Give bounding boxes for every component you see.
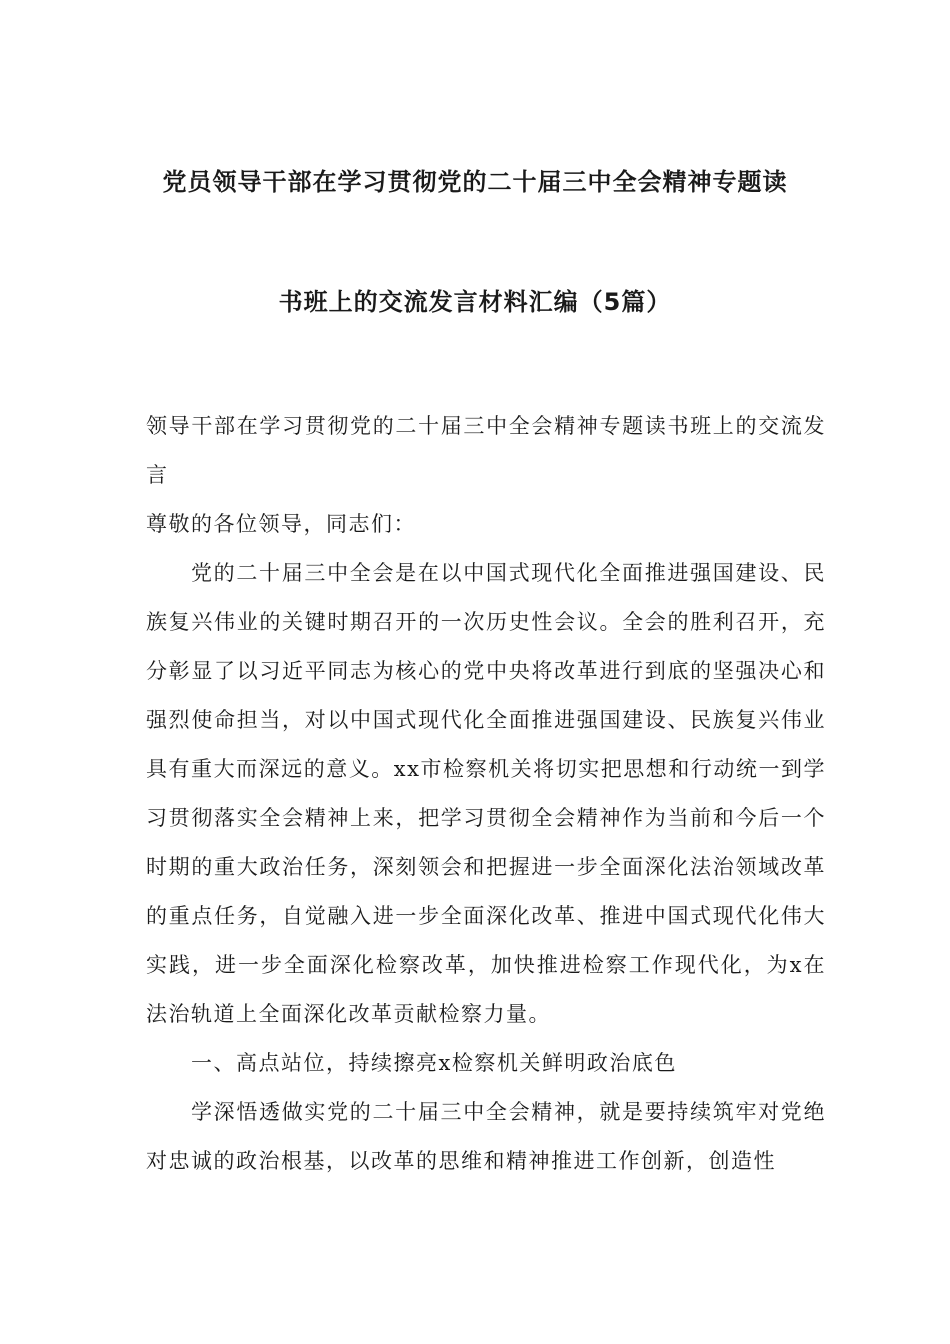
document-body: [146, 402, 826, 1186]
section-heading: 一、高点站位，持续擦亮x检察机关鲜明政治底色: [191, 1051, 677, 1075]
speech-subtitle: 领导干部在学习贯彻党的二十届三中全会精神专题读书班上的交流发言: [146, 414, 826, 487]
paragraph: 学深悟透做实党的二十届三中全会精神，就是要持续筑牢对党绝对忠诚的政治根基，以改革的思维和精神推进工作创新，创造性: [146, 1100, 826, 1173]
document-title-line-1: 党员领导干部在学习贯彻党的二十届三中全会精神专题读: [162, 168, 788, 196]
document-title-line-2: 书班上的交流发言材料汇编（5篇）: [278, 288, 672, 316]
salutation: 尊敬的各位领导，同志们：: [146, 512, 416, 536]
paragraph: 党的二十届三中全会是在以中国式现代化全面推进强国建设、民族复兴伟业的关键时期召开的一次历史性会议。全会的胜利召开，充分彰显了以习近平同志为核心的党中央将改革进行到底的坚强决心和强烈使命担当，对以中国式现代化全面推进强国建设、民族复兴伟业具有重大而深远的意义。xx市检察机关将切实把思想和行动统一到学习贯彻落实全会精神上来，把学习贯彻全会精神作为当前和今后一个时期的重大政治任务，深刻领会和把握进一步全面深化法治领域改革的重点任务，自觉融入进一步全面深化改革、推进中国式现代化伟大实践，进一步全面深化检察改革，加快推进检察工作现代化，为x在法治轨道上全面深化改革贡献检察力量。: [146, 561, 826, 1026]
